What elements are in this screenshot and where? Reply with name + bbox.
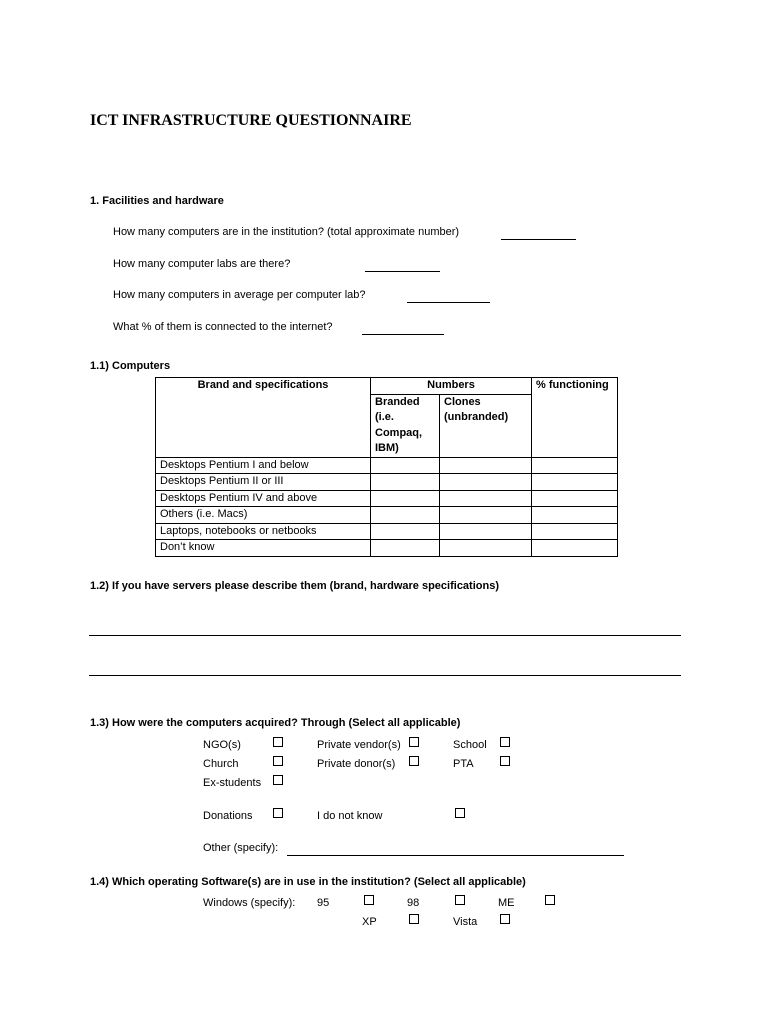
- row-label: Desktops Pentium II or III: [156, 474, 371, 491]
- row-label: Desktops Pentium I and below: [156, 457, 371, 474]
- checkbox-ngo[interactable]: [273, 737, 283, 747]
- computers-table: [155, 377, 618, 557]
- table-row: [156, 523, 618, 540]
- checkbox-private-vendor[interactable]: [409, 737, 419, 747]
- question-label: How many computers in average per computer lab?: [113, 289, 366, 301]
- option-98-label: 98: [407, 897, 420, 909]
- cell-branded[interactable]: [371, 523, 440, 540]
- checkbox-church[interactable]: [273, 756, 283, 766]
- cell-branded[interactable]: [371, 490, 440, 507]
- question-computers-per-lab: [113, 289, 366, 301]
- option-donations-label: Donations: [203, 810, 253, 822]
- cell-clones[interactable]: [440, 523, 532, 540]
- checkbox-pta[interactable]: [500, 756, 510, 766]
- table-row: [156, 507, 618, 524]
- question-internet-connected: [113, 321, 333, 333]
- option-church-label: Church: [203, 758, 239, 770]
- cell-functioning[interactable]: [532, 540, 618, 557]
- cell-branded[interactable]: [371, 457, 440, 474]
- checkbox-private-donor[interactable]: [409, 756, 419, 766]
- checkbox-donations[interactable]: [273, 808, 283, 818]
- table-row: [156, 457, 618, 474]
- cell-branded[interactable]: [371, 474, 440, 491]
- option-vista-label: Vista: [453, 916, 478, 928]
- section-heading-software: 1.4) Which operating Software(s) are in use in the institution? (Select all applicable): [90, 876, 526, 888]
- option-private-vendor-label: Private vendor(s): [317, 739, 401, 751]
- cell-branded[interactable]: [371, 507, 440, 524]
- checkbox-do-not-know[interactable]: [455, 808, 465, 818]
- other-specify-label: Other (specify):: [203, 842, 279, 854]
- question-computer-labs: [113, 258, 290, 270]
- cell-branded[interactable]: [371, 540, 440, 557]
- checkbox-windows-95[interactable]: [364, 895, 374, 905]
- answer-internet-connected-field[interactable]: [362, 324, 444, 335]
- checkbox-windows-xp[interactable]: [409, 914, 419, 924]
- cell-clones[interactable]: [440, 507, 532, 524]
- cell-functioning[interactable]: [532, 523, 618, 540]
- option-ex-students-label: Ex-students: [203, 777, 262, 789]
- windows-specify-label: Windows (specify):: [203, 897, 296, 909]
- option-do-not-know-label: I do not know: [317, 810, 383, 822]
- cell-clones[interactable]: [440, 457, 532, 474]
- table-row: [156, 474, 618, 491]
- cell-clones[interactable]: [440, 540, 532, 557]
- checkbox-school[interactable]: [500, 737, 510, 747]
- servers-answer-line-1[interactable]: [89, 635, 681, 636]
- cell-clones[interactable]: [440, 490, 532, 507]
- header-numbers: Numbers: [371, 378, 532, 395]
- answer-computer-labs-field[interactable]: [365, 261, 440, 272]
- cell-clones[interactable]: [440, 474, 532, 491]
- section-heading-servers: 1.2) If you have servers please describe them (brand, hardware specifications): [90, 580, 499, 592]
- page-title: ICT INFRASTRUCTURE QUESTIONNAIRE: [90, 112, 412, 129]
- answer-total-computers-field[interactable]: [501, 229, 576, 240]
- checkbox-ex-students[interactable]: [273, 775, 283, 785]
- cell-functioning[interactable]: [532, 457, 618, 474]
- header-brand: Brand and specifications: [156, 378, 371, 458]
- option-95-label: 95: [317, 897, 330, 909]
- option-xp-label: XP: [362, 916, 377, 928]
- header-branded: Branded (i.e. Compaq, IBM): [371, 394, 440, 457]
- question-total-computers: [113, 226, 459, 238]
- servers-answer-line-2[interactable]: [89, 675, 681, 676]
- row-label: Laptops, notebooks or netbooks: [156, 523, 371, 540]
- cell-functioning[interactable]: [532, 507, 618, 524]
- section-heading-computers: 1.1) Computers: [90, 360, 171, 372]
- checkbox-windows-vista[interactable]: [500, 914, 510, 924]
- cell-functioning[interactable]: [532, 490, 618, 507]
- checkbox-windows-98[interactable]: [455, 895, 465, 905]
- row-label: Others (i.e. Macs): [156, 507, 371, 524]
- row-label: Don’t know: [156, 540, 371, 557]
- question-label: How many computers are in the institution? (total approximate number): [113, 226, 460, 238]
- table-row: [156, 490, 618, 507]
- option-ngo-label: NGO(s): [203, 739, 241, 751]
- row-label: Desktops Pentium IV and above: [156, 490, 371, 507]
- option-me-label: ME: [498, 897, 515, 909]
- section-heading-acquired: 1.3) How were the computers acquired? Through (Select all applicable): [90, 717, 461, 729]
- table-header-row: [156, 378, 618, 395]
- header-clones: Clones (unbranded): [440, 394, 532, 457]
- section-heading-facilities: 1. Facilities and hardware: [90, 195, 224, 207]
- cell-functioning[interactable]: [532, 474, 618, 491]
- question-label: How many computer labs are there?: [113, 258, 291, 270]
- other-specify-field[interactable]: [287, 845, 624, 856]
- checkbox-windows-me[interactable]: [545, 895, 555, 905]
- option-school-label: School: [453, 739, 487, 751]
- option-private-donor-label: Private donor(s): [317, 758, 396, 770]
- question-label: What % of them is connected to the internet?: [113, 321, 333, 333]
- table-row: [156, 540, 618, 557]
- header-functioning: % functioning: [532, 378, 618, 458]
- answer-computers-per-lab-field[interactable]: [407, 292, 490, 303]
- option-pta-label: PTA: [453, 758, 474, 770]
